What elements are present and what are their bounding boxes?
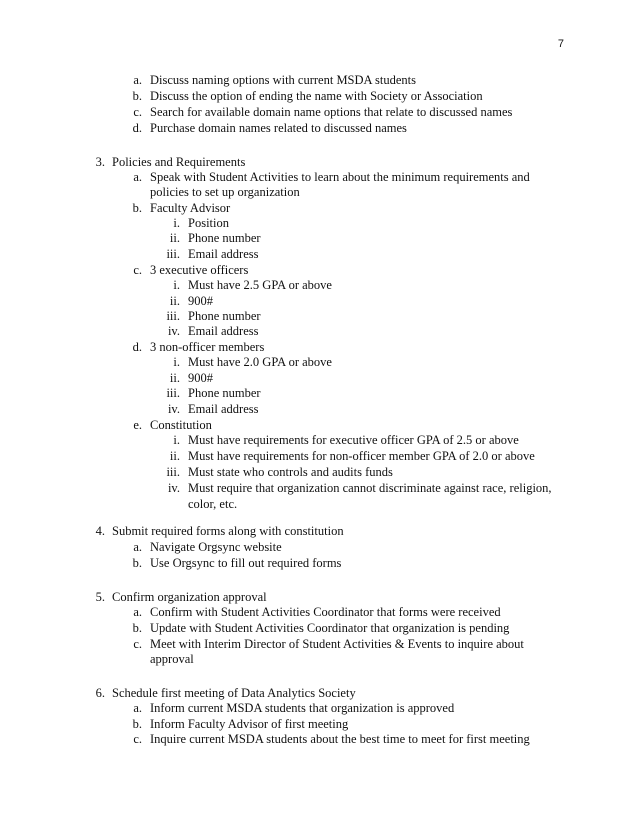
item-marker: b. [132,201,142,215]
item-marker: iii. [166,465,180,479]
item-marker: d. [132,340,142,354]
item-text: Use Orgsync to fill out required forms [150,556,342,570]
item-marker: d. [132,121,142,135]
item-text: color, etc. [188,497,238,511]
item-marker: i. [173,355,180,369]
item-text: Discuss the option of ending the name with Society or Association [150,89,483,103]
item-marker: c. [133,732,142,746]
item-marker: iii. [166,309,180,323]
item-text: 3 non-officer members [150,340,265,354]
item-text: Must have 2.0 GPA or above [188,355,332,369]
item-marker: a. [133,73,142,87]
item-text: Inform Faculty Advisor of first meeting [150,717,349,731]
item-marker: b. [132,621,142,635]
item-marker: iv. [167,481,180,495]
item-marker: b. [132,89,142,103]
item-text: Phone number [188,309,261,323]
item-marker: c. [133,263,142,277]
item-text: Schedule first meeting of Data Analytics Society [112,686,356,700]
item-text: 900# [188,371,213,385]
item-text: Inform current MSDA students that organization is approved [150,701,455,715]
item-text: 900# [188,294,213,308]
item-marker: c. [133,637,142,651]
item-marker: 6. [95,686,105,700]
item-text: Speak with Student Activities to learn about the minimum requirements and [150,170,530,184]
item-text: Purchase domain names related to discussed names [150,121,407,135]
item-text: Must state who controls and audits funds [188,465,393,479]
item-marker: ii. [169,294,180,308]
item-text: Must have 2.5 GPA or above [188,278,332,292]
item-marker: c. [133,105,142,119]
item-text: Phone number [188,386,261,400]
item-marker: ii. [169,231,180,245]
item-marker: b. [132,717,142,731]
item-marker: ii. [169,449,180,463]
item-text: Policies and Requirements [112,155,246,169]
item-marker: b. [132,556,142,570]
item-marker: ii. [169,371,180,385]
item-marker: i. [173,433,180,447]
item-text: Navigate Orgsync website [150,540,282,554]
item-text: Search for available domain name options that relate to discussed names [150,105,513,119]
item-marker: a. [133,540,142,554]
item-text: Confirm organization approval [112,590,267,604]
item-text: approval [150,652,194,666]
item-marker: 4. [95,524,105,538]
item-marker: a. [133,701,142,715]
item-text: policies to set up organization [150,185,300,199]
item-text: Must have requirements for non-officer member GPA of 2.0 or above [188,449,535,463]
item-text: Discuss naming options with current MSDA students [150,73,416,87]
item-marker: i. [173,278,180,292]
item-text: Email address [188,324,259,338]
item-text: Phone number [188,231,261,245]
item-marker: iii. [166,386,180,400]
item-text: Email address [188,247,259,261]
item-text: Update with Student Activities Coordinator that organization is pending [150,621,510,635]
item-marker: iv. [167,324,180,338]
item-text: Position [188,216,229,230]
item-text: Constitution [150,418,212,432]
item-marker: iii. [166,247,180,261]
item-marker: 5. [95,590,105,604]
item-text: 3 executive officers [150,263,249,277]
item-text: Meet with Interim Director of Student Activities & Events to inquire about [150,637,524,651]
item-text: Submit required forms along with constitution [112,524,344,538]
item-marker: a. [133,605,142,619]
item-text: Faculty Advisor [150,201,231,215]
item-text: Must have requirements for executive officer GPA of 2.5 or above [188,433,519,447]
item-marker: e. [133,418,142,432]
item-text: Must require that organization cannot discriminate against race, religion, [188,481,552,495]
item-marker: iv. [167,402,180,416]
item-marker: i. [173,216,180,230]
item-marker: a. [133,170,142,184]
page-number: 7 [557,38,564,50]
item-marker: 3. [95,155,105,169]
item-text: Confirm with Student Activities Coordinator that forms were received [150,605,501,619]
item-text: Email address [188,402,259,416]
item-text: Inquire current MSDA students about the best time to meet for first meeting [150,732,530,746]
